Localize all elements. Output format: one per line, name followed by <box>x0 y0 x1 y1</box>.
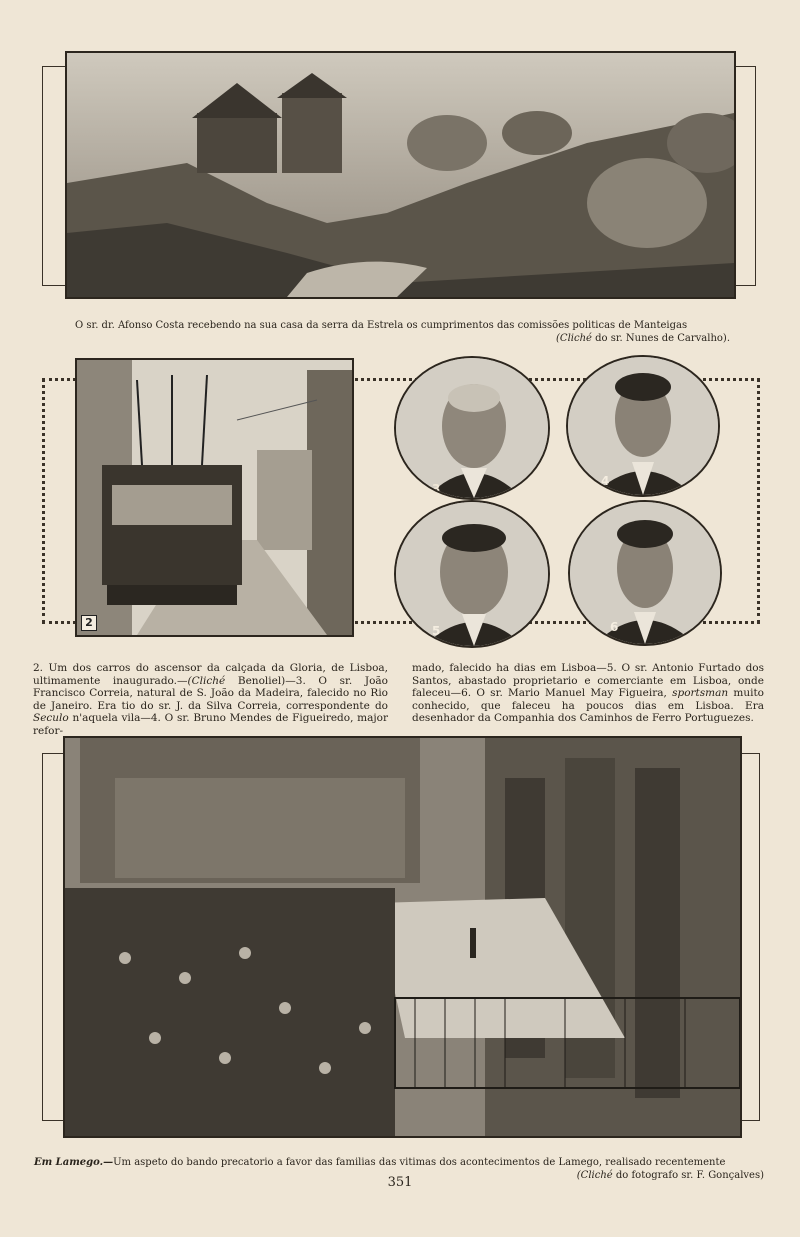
top-photo-caption <box>75 320 730 345</box>
medallion-number-4: 4 <box>601 474 610 488</box>
top-caption-text: O sr. dr. Afonso Costa recebendo na sua casa da serra da Estrela os cumprimentos das comissões politicas de Manteigas <box>75 320 688 331</box>
middle-caption-left <box>33 662 388 737</box>
middle-caption-right <box>412 662 764 725</box>
portrait-medallion-4 <box>566 355 720 497</box>
caption-left-part1: 2. Um dos carros do ascensor da calçada da Gloria, de Lisboa, ultimamente inaugurado.— <box>33 662 388 687</box>
caption-left-cliche: (Cliché <box>187 674 226 687</box>
medallion-number-5: 5 <box>432 624 441 638</box>
caption-right-part1: mado, falecido ha dias em Lisboa—5. O sr. Antonio Furtado dos Santos, abastado proprietario e comerciante em Lisboa, onde faleceu—6. O sr. Mario Manuel May Figueira, <box>412 662 764 699</box>
portrait-medallion-5 <box>394 500 550 648</box>
caption-left-part3: n'aquela vila—4. O sr. Bruno Mendes de Figueiredo, major refor- <box>33 712 388 737</box>
caption-right-part2: muito conhecido, que faleceu ha poucos dias em Lisboa. Era desenhador da Companhia dos Caminhos de Ferro Portuguezes. <box>412 687 764 724</box>
bottom-caption-cliche: (Cliché <box>576 1169 613 1181</box>
bottom-caption-text: Um aspeto do bando precatorio a favor das familias das vitimas dos acontecimentos de Lamego, realisado recentemente <box>113 1157 726 1168</box>
page-number: 351 <box>387 1175 413 1190</box>
portrait-medallion-3 <box>394 356 550 500</box>
caption-left-part2: Benoliel)—3. O sr. João Francisco Correia, natural de S. João da Madeira, falecido no Rio de Janeiro. Era tio do sr. J. da Silva Correia, correspondente do <box>33 674 388 712</box>
caption-right-sportsman: sportsman <box>672 687 729 699</box>
plate-number-2: 2 <box>81 615 97 631</box>
bottom-caption-credit: do fotografo sr. F. Gonçalves) <box>615 1169 764 1181</box>
medallion-number-3: 3 <box>432 482 441 496</box>
top-caption-cliche: (Cliché <box>556 332 592 344</box>
medallion-number-6: 6 <box>610 620 619 634</box>
top-caption-credit: do sr. Nunes de Carvalho). <box>595 332 730 344</box>
bottom-caption-lead: Em Lamego.— <box>34 1157 114 1168</box>
bottom-photograph-lamego <box>63 736 742 1138</box>
caption-left-seculo: Seculo <box>33 712 69 724</box>
tram-photograph-calcada-da-gloria <box>75 358 354 637</box>
portrait-medallion-6 <box>568 500 722 646</box>
top-photograph-serra-da-estrela <box>65 51 736 299</box>
